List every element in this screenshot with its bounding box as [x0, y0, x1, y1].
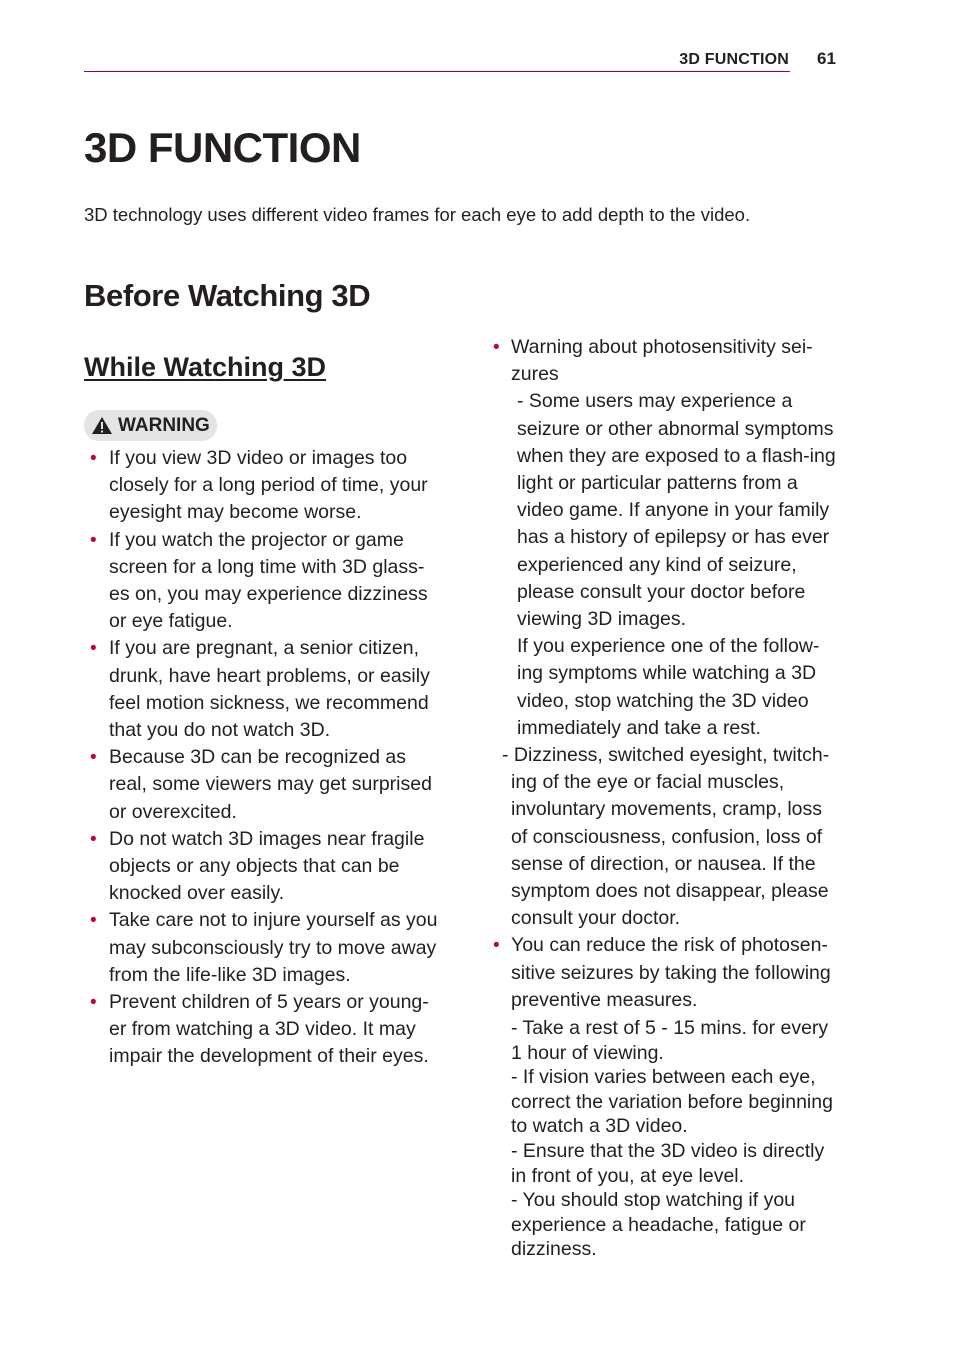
seizure-heading: • Warning about photosensitivity sei-zures — [511, 336, 813, 386]
prevention-measures — [511, 1016, 838, 1262]
measure-item: - If vision varies between each eye, correct the variation before beginning to watch a 3D video. — [511, 1066, 833, 1138]
subsection-title: While Watching 3D — [84, 352, 326, 382]
list-item: • Because 3D can be recognized as real, some viewers may get surprised or overexcited. — [90, 744, 440, 826]
warning-triangle-icon — [91, 416, 113, 435]
list-item: • Do not watch 3D images near fragile objects or any objects that can be knocked over easily. — [90, 826, 440, 908]
intro-paragraph: 3D technology uses different video frames for each eye to add depth to the video. — [84, 204, 751, 225]
measure-item: - You should stop watching if you experience a headache, fatigue or dizziness. — [511, 1189, 806, 1261]
seizure-warning-item — [493, 334, 838, 932]
measure-item: - Take a rest of 5 - 15 mins. for every 1 hour of viewing. — [511, 1017, 829, 1064]
prevention-item — [493, 932, 838, 1262]
left-column — [90, 445, 440, 1071]
list-item: • If you watch the projector or game screen for a long time with 3D glass-es on, you may experience dizziness or eye fatigue. — [90, 527, 440, 636]
measure-item: - Ensure that the 3D video is directly in front of you, at eye level. — [511, 1140, 825, 1187]
page-number: 61 — [817, 49, 836, 68]
seizure-paragraph: - Some users may experience a seizure or other abnormal symptoms when they are exposed to a flash-ing light or particular patterns from a video game. If anyone in your family has a history of epilepsy or has ever experienced any kind of seizure, please consult your doctor before viewing 3D images. — [517, 390, 836, 631]
warning-label: WARNING — [118, 414, 210, 436]
warning-list — [90, 445, 440, 1071]
running-header — [0, 0, 954, 80]
section-title: Before Watching 3D — [84, 278, 371, 313]
prevention-heading: • You can reduce the risk of photosen-sitive seizures by taking the following preventive measures. — [511, 934, 831, 1011]
right-column — [493, 334, 838, 1262]
list-item: • Take care not to injure yourself as you may subconsciously try to move away from the life-like 3D images. — [90, 907, 440, 989]
page-title: 3D FUNCTION — [84, 124, 361, 171]
list-item: • If you view 3D video or images too closely for a long period of time, your eyesight may become worse. — [90, 445, 440, 527]
header-rule — [84, 71, 790, 72]
seizure-list — [493, 334, 838, 1262]
list-item: • If you are pregnant, a senior citizen, drunk, have heart problems, or easily feel motion sickness, we recommend that you do not watch 3D. — [90, 635, 440, 744]
seizure-instructions: If you experience one of the follow-ing symptoms while watching a 3D video, stop watching the 3D video immediately and take a rest. — [517, 635, 820, 739]
warning-badge — [84, 410, 217, 441]
list-item: • Prevent children of 5 years or young-er from watching a 3D video. It may impair the development of their eyes. — [90, 989, 440, 1071]
symptoms-text: ing of the eye or facial muscles, involuntary movements, cramp, loss of consciousness, confusion, loss of sense of direction, or nausea. If the symptom does not disappear, please consult your doctor. — [511, 771, 829, 930]
symptoms-lead: - Dizziness, switched eyesight, twitch- — [502, 744, 830, 767]
running-header-title: 3D FUNCTION — [679, 51, 789, 68]
